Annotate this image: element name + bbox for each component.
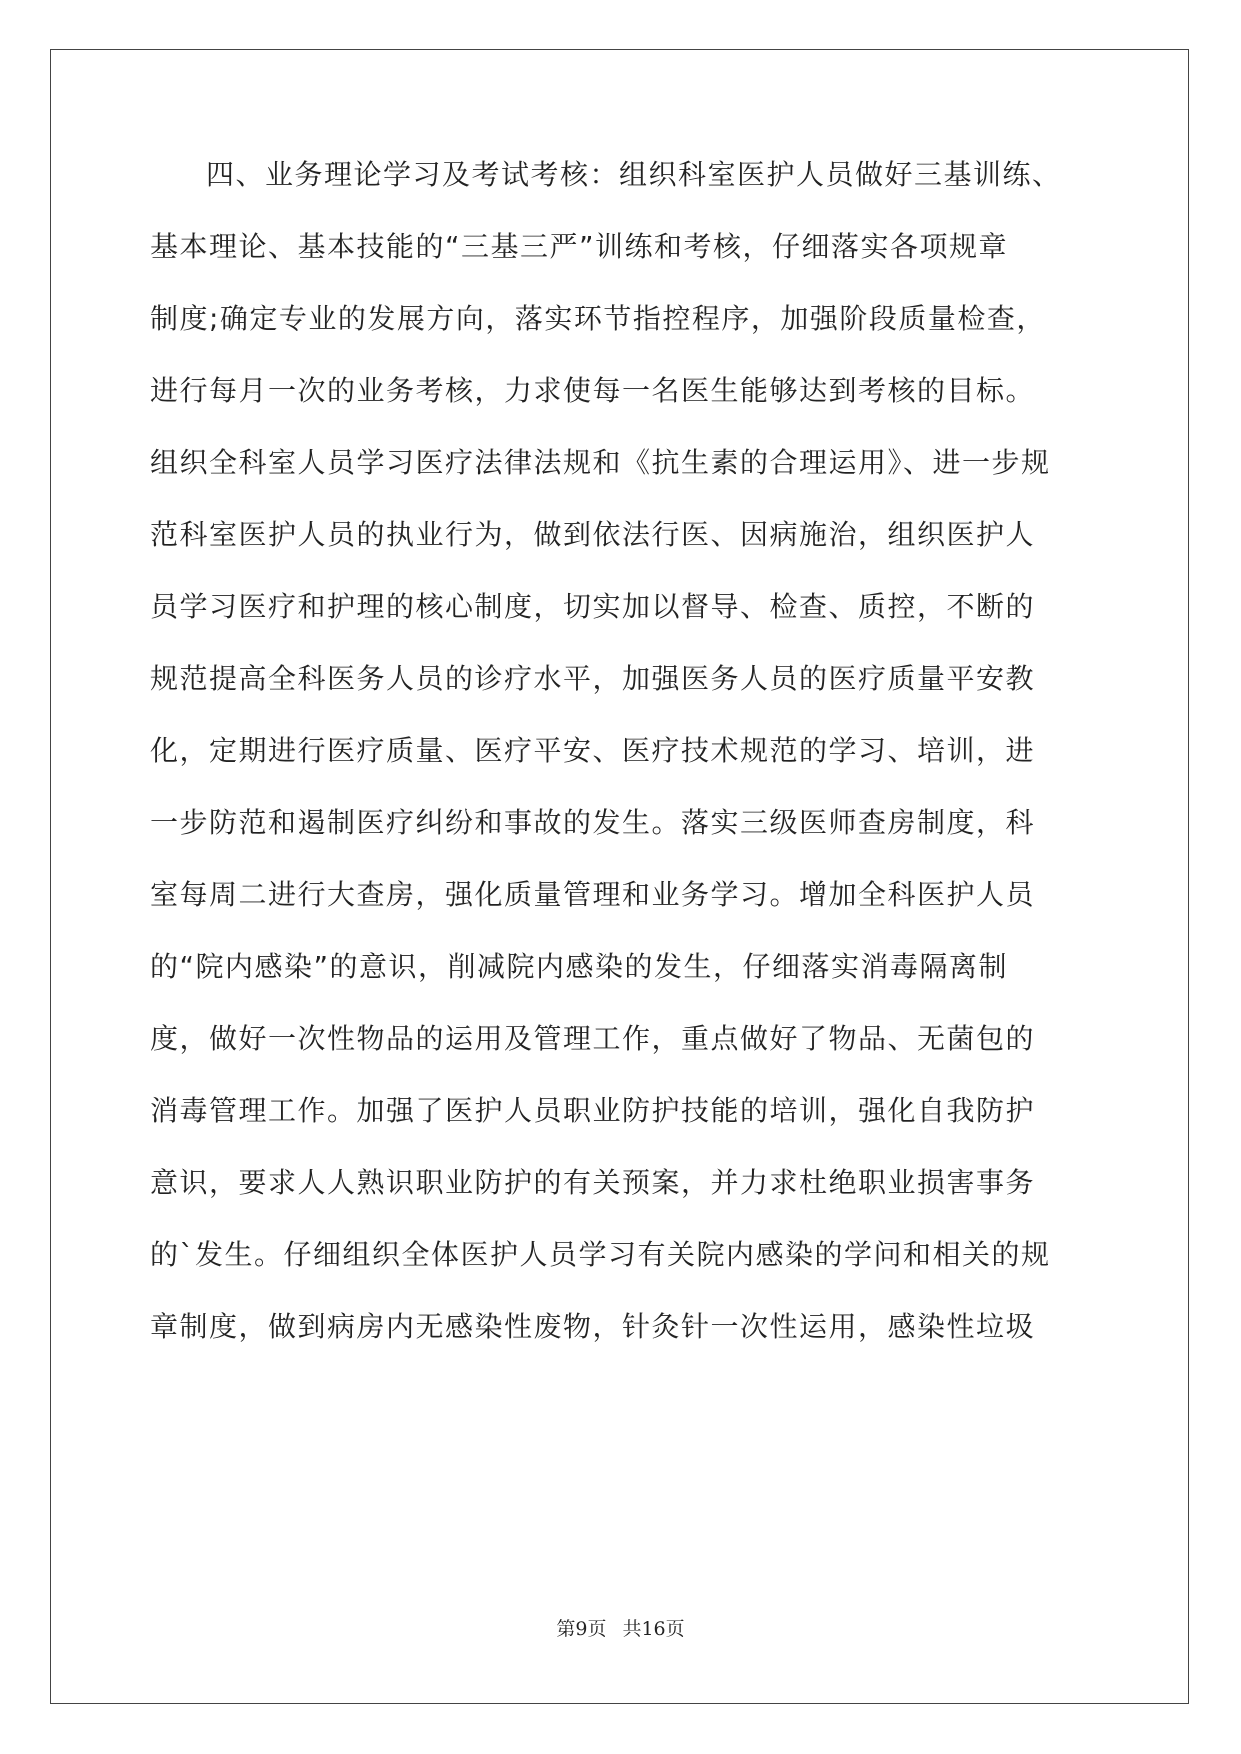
paragraph-line: 规范提高全科医务人员的诊疗水平，加强医务人员的医疗质量平安教 — [150, 662, 1036, 695]
paragraph-line: 四、业务理论学习及考试考核：组织科室医护人员做好三基训练、 — [206, 158, 1062, 191]
page-number: 第9页 — [556, 1618, 607, 1640]
paragraph-line: 意识，要求人人熟识职业防护的有关预案，并力求杜绝职业损害事务 — [150, 1166, 1036, 1199]
paragraph-line: 制度;确定专业的发展方向，落实环节指控程序，加强阶段质量检查， — [150, 302, 1046, 335]
paragraph-line: 进行每月一次的业务考核，力求使每一名医生能够达到考核的目标。 — [150, 374, 1036, 407]
paragraph-line: 化，定期进行医疗质量、医疗平安、医疗技术规范的学习、培训，进 — [150, 734, 1036, 767]
paragraph-line: 范科室医护人员的执业行为，做到依法行医、因病施治，组织医护人 — [150, 518, 1036, 551]
paragraph-line: 的`发生。仔细组织全体医护人员学习有关院内感染的学问和相关的规 — [150, 1238, 1051, 1271]
page-total: 共16页 — [622, 1618, 685, 1640]
paragraph-line: 一步防范和遏制医疗纠纷和事故的发生。落实三级医师查房制度，科 — [150, 806, 1036, 839]
page-footer — [0, 1614, 1241, 1641]
paragraph-line: 员学习医疗和护理的核心制度，切实加以督导、检查、质控，不断的 — [150, 590, 1036, 623]
paragraph-line: 的“院内感染”的意识，削减院内感染的发生，仔细落实消毒隔离制 — [150, 950, 1009, 983]
paragraph-line: 消毒管理工作。加强了医护人员职业防护技能的培训，强化自我防护 — [150, 1094, 1036, 1127]
paragraph-line: 基本理论、基本技能的“三基三严”训练和考核，仔细落实各项规章 — [150, 230, 1009, 263]
paragraph-line: 章制度，做到病房内无感染性废物，针灸针一次性运用，感染性垃圾 — [150, 1310, 1036, 1343]
paragraph-line: 度，做好一次性物品的运用及管理工作，重点做好了物品、无菌包的 — [150, 1022, 1036, 1055]
paragraph-line: 室每周二进行大查房，强化质量管理和业务学习。增加全科医护人员 — [150, 878, 1036, 911]
paragraph-line: 组织全科室人员学习医疗法律法规和《抗生素的合理运用》、进一步规 — [150, 446, 1051, 479]
